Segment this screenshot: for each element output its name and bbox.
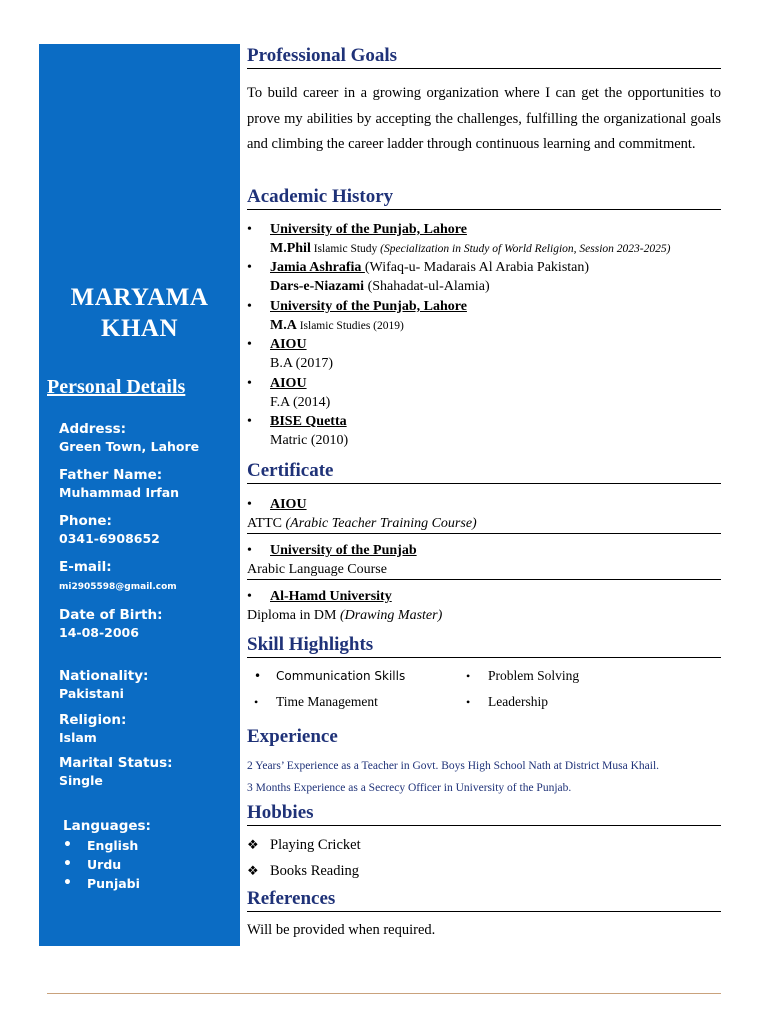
hobby-item [247,832,361,858]
bullet-icon: • [247,543,252,558]
certificate-item [247,541,721,580]
sidebar [39,44,240,946]
skill-label: Time Management [276,694,378,709]
email-block [59,559,177,596]
institution-name: University of the Punjab, Lahore [270,222,467,237]
father-label: Father Name: [59,467,163,483]
address-value: Green Town, Lahore [59,439,200,454]
institution-name: University of the Punjab, Lahore [270,299,467,314]
certificate-institution: AIOU [270,497,307,512]
religion-label: Religion: [59,712,127,728]
nationality-value: Pakistani [59,686,124,701]
personal-details-heading: Personal Details [47,376,186,398]
professional-goals-text: To build career in a growing organization where I can get the opportunities to prove my abilities by accepting the challenges, fulfilling the organizational goals and climbing the career ladder through continuous learning and commitment. [247,85,721,152]
languages-list [63,836,151,893]
academic-item [247,220,721,260]
experience-list [247,755,727,799]
bullet-icon: • [247,222,252,237]
bullet-icon: • [247,589,252,604]
certificate-course: Arabic Language Course [247,562,387,577]
institution-extra: (Wifaq-u- Madarais Al Arabia Pakistan) [364,260,590,275]
father-block [59,467,179,501]
email-value[interactable]: mi2905598@gmail.com [59,582,177,592]
diamond-bullet-icon: ❖ [247,837,259,852]
bullet-icon: • [254,669,262,683]
hobby-label: Playing Cricket [270,837,361,853]
professional-goals-heading: Professional Goals [247,45,721,69]
experience-heading: Experience [247,726,338,747]
certificate-note: (Arabic Teacher Training Course) [285,516,477,531]
certificate-institution: Al-Hamd University [270,589,392,604]
degree: B.A (2017) [270,356,333,372]
experience-item: 2 Years’ Experience as a Teacher in Govt. Boys High School Nath at District Musa Khail. [247,760,660,772]
religion-block [59,712,126,746]
academic-history-heading: Academic History [247,186,721,210]
candidate-name [39,282,240,344]
certificate-course: Diploma in DM [247,608,340,623]
certificate-note: (Drawing Master) [339,608,443,623]
bullet-icon: • [247,260,252,275]
name-last: KHAN [101,315,178,342]
academic-item [247,374,721,413]
bullet-icon: • [247,497,252,512]
bullet-icon: • [247,376,252,391]
experience-item: 3 Months Experience as a Secrecy Officer in University of the Punjab. [247,782,572,794]
hobby-label: Books Reading [270,863,360,879]
phone-block [59,513,160,547]
footer-rule [47,993,721,994]
degree: M.Phil [270,241,311,257]
bullet-icon: • [466,669,471,683]
skill-label: Communication Skills [276,669,406,683]
degree: F.A (2014) [270,395,331,411]
nationality-block [59,668,148,702]
degree-detail: Islamic Studies (2019) [296,320,404,333]
phone-value: 0341-6908652 [59,531,160,546]
references-heading: References [247,888,721,912]
skill-item [466,667,579,685]
bullet-icon: • [466,695,471,709]
certificate-course: ATTC [247,516,286,531]
skill-item [254,667,405,685]
degree-detail: (Shahadat-ul-Alamia) [364,279,490,295]
skill-label: Problem Solving [488,668,580,683]
institution-name: BISE Quetta [270,414,347,429]
father-value: Muhammad Irfan [59,485,180,500]
skill-highlights-heading: Skill Highlights [247,634,721,658]
dob-label: Date of Birth: [59,607,163,623]
address-label: Address: [59,421,127,437]
references-text: Will be provided when required. [247,922,436,938]
certificate-institution: University of the Punjab [270,543,417,558]
bullet-icon: • [247,414,252,429]
marital-block [59,755,173,789]
academic-item [247,297,721,337]
diamond-bullet-icon: ❖ [247,863,259,878]
language-item: • Punjabi [63,874,151,893]
phone-label: Phone: [59,513,112,529]
nationality-label: Nationality: [59,668,149,684]
hobby-item [247,858,359,884]
language-item: • Urdu [63,855,151,874]
address-block [59,421,199,455]
academic-item [247,412,721,451]
marital-value: Single [59,773,103,788]
academic-item [247,335,721,374]
certificate-item [247,495,721,534]
email-label: E-mail: [59,559,112,575]
language-item: • English [63,836,151,855]
religion-value: Islam [59,730,97,745]
bullet-icon: • [247,337,252,352]
bullet-icon: • [254,695,259,709]
dob-value: 14-08-2006 [59,625,139,640]
skill-item [254,693,378,711]
languages-block [63,818,151,893]
institution-name: Jamia Ashrafia [270,260,365,275]
institution-name: AIOU [270,376,307,391]
academic-item [247,258,721,297]
languages-label: Languages: [63,818,151,834]
degree-note: (Specialization in Study of World Religion, Session 2023-2025) [380,243,671,256]
degree: Matric (2010) [270,433,349,449]
degree: Dars-e-Niazami [270,279,365,295]
skill-label: Leadership [488,694,548,709]
name-first: MARYAMA [70,284,209,311]
degree-detail: Islamic Study [310,243,381,256]
bullet-icon: • [247,299,252,314]
certificate-item [247,587,721,625]
skill-item [466,693,548,711]
institution-name: AIOU [270,337,307,352]
hobbies-heading: Hobbies [247,802,721,826]
dob-block [59,607,163,641]
certificate-heading: Certificate [247,460,721,484]
marital-label: Marital Status: [59,755,173,771]
degree: M.A [270,318,297,334]
